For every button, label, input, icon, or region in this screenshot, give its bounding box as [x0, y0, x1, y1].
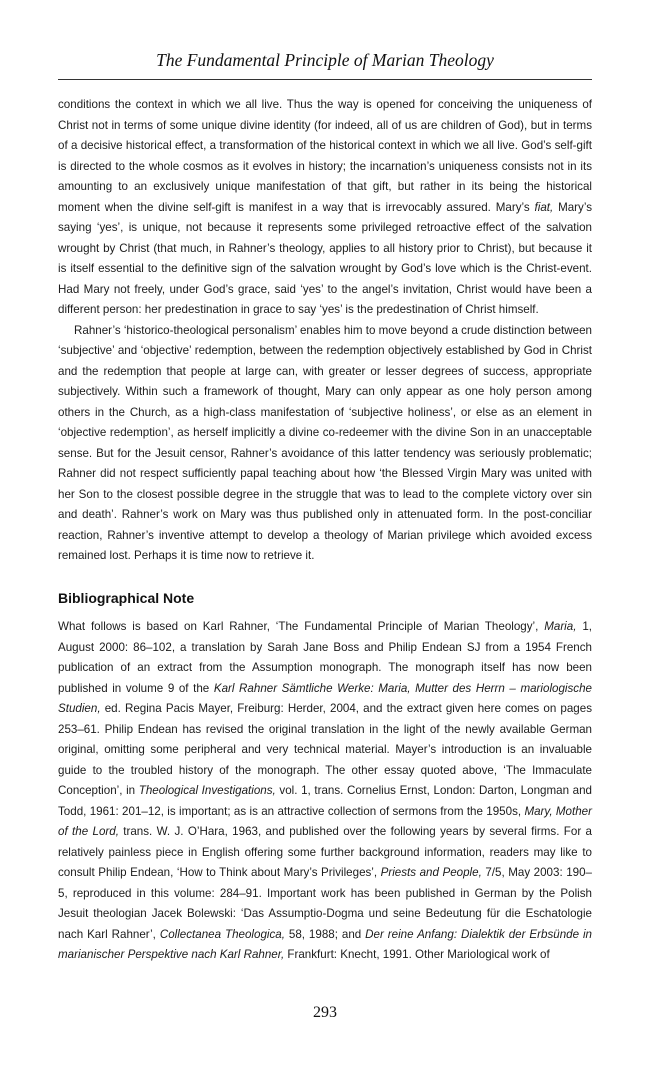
note-text-1: What follows is based on Karl Rahner, ‘The Fundamental Principle of Marian Theology’, [58, 620, 545, 633]
paragraph-1-italic-fiat: fiat, [534, 200, 554, 214]
note-italic-collectanea: Collectanea Theologica, [159, 927, 285, 941]
header-rule [58, 79, 592, 80]
note-paragraph [58, 617, 592, 966]
paragraph-1 [58, 95, 592, 321]
note-text-8: Frankfurt: Knecht, 1991. Other Mariological work of [284, 948, 550, 961]
page-number: 293 [313, 1004, 337, 1021]
paragraph-2 [58, 321, 592, 567]
note-text-7: 58, 1988; and [284, 927, 366, 941]
note-italic-mary-mother: Mary, Mother of the Lord, [58, 804, 592, 838]
note-text-6: 7/5, May 2003: 190–5, reproduced in this volume: 284–91. Important work has been published in German by the Polish Jesuit theologian Jacek Bolewski: ‘Das Assumptio-Dogma und seine Bedeutung für die Eschatologie nach Karl Rahner’, [58, 866, 592, 941]
paragraph-2-text: Rahner’s ‘historico-theological personalism’ enables him to move beyond a crude distinction between ‘subjective’ and ‘objective’ redemption, between the redemption objectively established by God in Christ and the redemption that people at large can, with greater or lesser degrees of success, appropriate subjectively. Within such a framework of thought, Mary can only appear as one holy person among others in the Church, as a high-class manifestation of ‘subjective holiness’, or else as an element in ‘objective redemption’, as herself implicitly a divine co-redeemer with the divine Son in an unacceptable sense. But for the Jesuit censor, Rahner’s avoidance of this latter tendency was seriously problematic; Rahner did not respect sufficiently papal teaching about how ‘the Blessed Virgin Mary was united with her Son to the closest possible degree in the struggle that was to lead to the complete victory over sin and death’. Rahner’s work on Mary was thus published only in attenuated form. In the post-conciliar reaction, Rahner’s inventive attempt to develop a theology of Marian privilege which avoided excess remained lost. Perhaps it is time now to retrieve it. [58, 323, 592, 562]
note-italic-priests: Priests and People, [380, 866, 482, 879]
section-heading: Bibliographical Note [58, 590, 195, 606]
paragraph-1-text-a: conditions the context in which we all live. Thus the way is opened for conceiving the uniqueness of Christ not in terms of some unique divine identity (for indeed, all of us are children of God), but in terms of a decisive historical effect, a transformation of the historical context in which we all live. God’s self-gift is directed to the whole cosmos as it evolves in history; the incarnation’s uniqueness consists not in its amounting to an exclusively unique manifestation of that gift, but rather in its being the historical moment when the divine self-gift is manifest in a way that is irrevocably assured. Mary’s [58, 98, 592, 214]
note-text-5: trans. W. J. O’Hara, 1963, and published over the following years by several firms. For a relatively painless piece in English offering some further background information, readers may like to consult Philip Endean, ‘How to Think about Mary’s Privileges’, [58, 825, 592, 879]
note-italic-maria: Maria, [544, 620, 577, 633]
note-text-3: ed. Regina Pacis Mayer, Freiburg: Herder, 2004, and the extract given here comes on pages 253–61. Philip Endean has revised the original translation in the light of the newly available German original, omitting some peripheral and very technical material. Mayer’s introduction is an invaluable guide to the troubled history of the monograph. The other essay quoted above, ‘The Immaculate Conception’, in [58, 702, 592, 797]
bibliographical-note-text [58, 617, 592, 966]
note-text-2: 1, August 2000: 86–102, a translation by Sarah Jane Boss and Philip Endean SJ from a 1954 French publication of an extract from the Assumption monograph. The monograph itself has now been published in volume 9 of the [58, 620, 592, 695]
note-italic-investigations: Theological Investigations, [138, 784, 276, 797]
running-head: The Fundamental Principle of Marian Theology [156, 50, 494, 70]
note-text-4: vol. 1, trans. Cornelius Ernst, London: Darton, Longman and Todd, 1961: 201–12, is important; as is an attractive collection of sermons from the 1950s, [58, 784, 592, 818]
note-italic-werke: Karl Rahner Sämtliche Werke: Maria, Mutter des Herrn – mariologische Studien, [58, 681, 592, 715]
main-body-text [58, 95, 592, 567]
paragraph-1-text-b: Mary’s saying ‘yes’, is unique, not because it represents some privileged retroactive effect of the salvation wrought by Christ (that much, in Rahner’s theology, applies to all history prior to Christ), but because it is itself essential to the definitive sign of the salvation wrought by God’s love which is the Christ-event. Had Mary not freely, under God’s grace, said ‘yes’ to the angel’s invitation, Christ would have been a different person: her predestination in grace to say ‘yes’ is the predestination of Christ himself. [58, 200, 592, 316]
note-italic-reine-anfang: Der reine Anfang: Dialektik der Erbsünde in marianischer Perspektive nach Karl Rahner, [58, 927, 593, 961]
